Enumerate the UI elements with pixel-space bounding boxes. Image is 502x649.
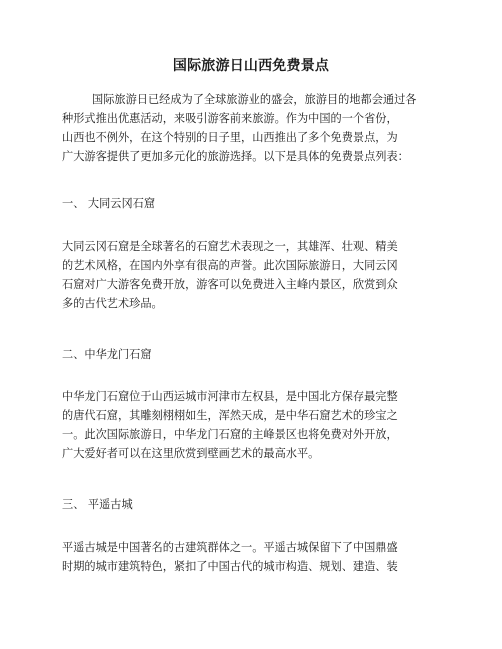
section-line: 大同云冈石窟是全球著名的石窟艺术表现之一，其雄浑、壮观、精美 (62, 240, 398, 253)
section-line: 时期的城市建筑特色，紧扣了中国古代的城市构造、规划、建造、装 (62, 560, 398, 573)
section-line: 多的古代艺术珍品。 (62, 297, 163, 310)
section-line: 广大爱好者可以在这里欣赏到壁画艺术的最高水平。 (62, 447, 320, 460)
section-line: 的唐代石窟，其雕刻栩栩如生，浑然天成，是中华石窟艺术的珍宝之 (62, 409, 398, 422)
section-heading: 一、 大同云冈石窟 (62, 197, 156, 210)
section-line: 的艺术风格，在国内外享有很高的声誉。此次国际旅游日，大同云冈 (62, 259, 398, 272)
document-title: 国际旅游日山西免费景点 (172, 58, 330, 74)
intro-line: 山西也不例外，在这个特别的日子里，山西推出了多个免费景点，为 (62, 131, 398, 144)
intro-line: 种形式推出优惠活动，来吸引游客前来旅游。作为中国的一个省份， (62, 112, 398, 125)
intro-line: 广大游客提供了更加多元化的旅游选择。以下是具体的免费景点列表： (62, 150, 409, 163)
section-heading: 二、中华龙门石窟 (62, 348, 152, 361)
section-line: 平遥古城是中国著名的古建筑群体之一。平遥古城保留下了中国鼎盛 (62, 541, 398, 554)
section-line: 中华龙门石窟位于山西运城市河津市左权县，是中国北方保存最完整 (62, 390, 398, 403)
section-line: 石窟对广大游客免费开放，游客可以免费进入主峰内景区，欣赏到众 (62, 278, 398, 291)
section-line: 一。此次国际旅游日，中华龙门石窟的主峰景区也将免费对外开放， (62, 428, 398, 441)
section-heading: 三、 平遥古城 (62, 498, 133, 511)
intro-line: 国际旅游日已经成为了全球旅游业的盛会，旅游目的地都会通过各 (92, 93, 417, 106)
